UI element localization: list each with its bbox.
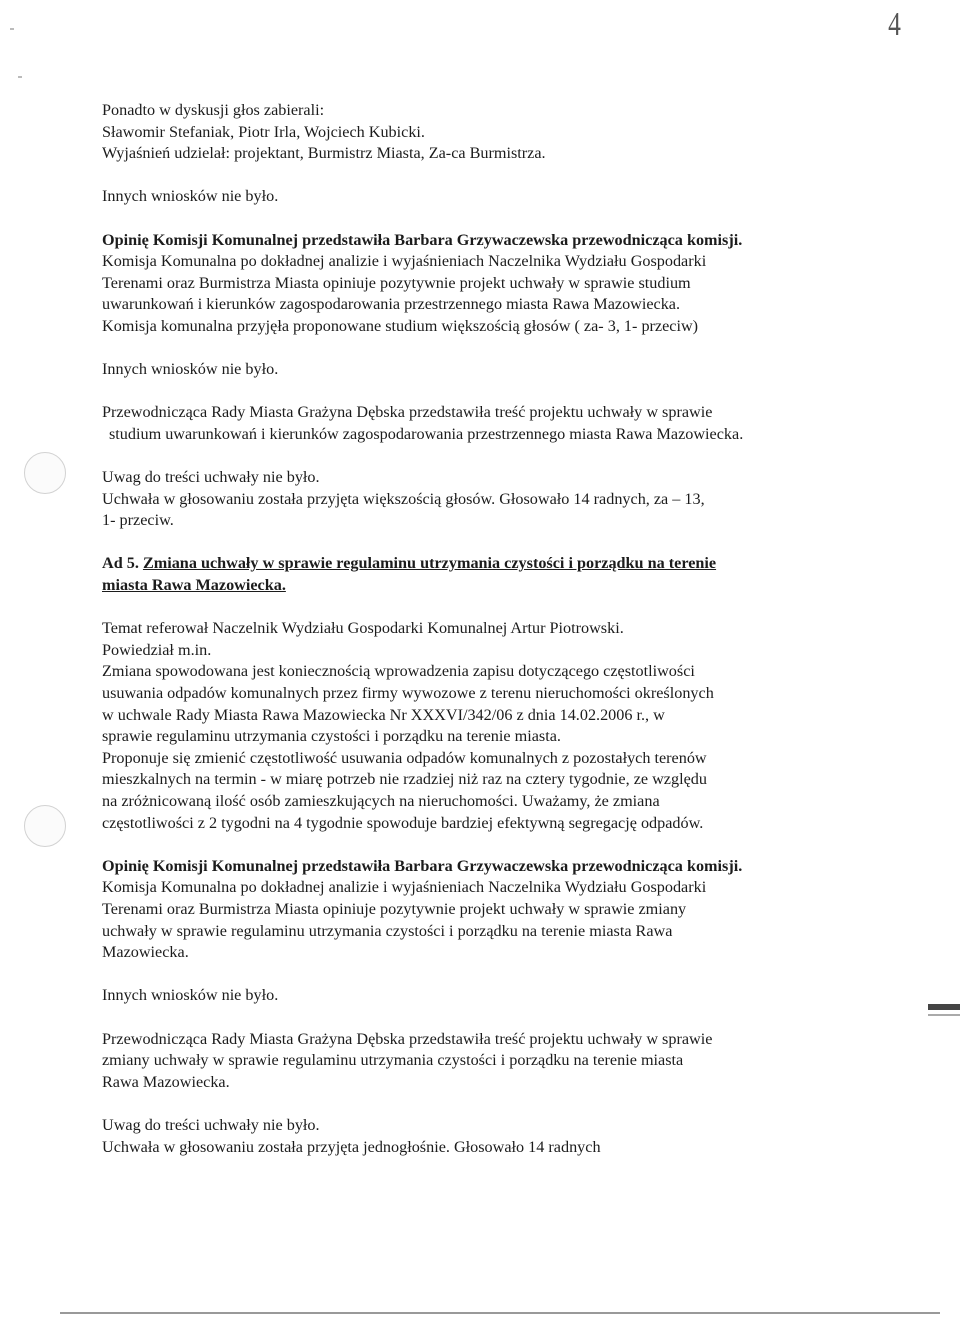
text-line: uchwały w sprawie regulaminu utrzymania czystości i porządku na terenie miasta Rawa — [102, 921, 673, 940]
text-line: Uchwała w głosowaniu została przyjęta jednogłośnie. Głosowało 14 radnych — [102, 1137, 601, 1156]
text-line: Komisja Komunalna po dokładnej analizie i wyjaśnieniach Naczelnika Wydziału Gospodarki — [102, 878, 707, 897]
text-line: mieszkalnych na termin - w miarę potrzeb nie rzadziej niż raz na cztery tygodnie, ze względu — [102, 770, 707, 789]
text-line: usuwania odpadów komunalnych przez firmy wywozowe z terenu nieruchomości określonych — [102, 684, 714, 703]
text-line: Przewodnicząca Rady Miasta Grażyna Dębska przedstawiła treść projektu uchwały w sprawie — [102, 1029, 713, 1048]
scan-edge-line — [60, 1312, 940, 1314]
text-line: Komisja Komunalna po dokładnej analizie i wyjaśnieniach Naczelnika Wydziału Gospodarki — [102, 252, 707, 271]
text-line: uwarunkowań i kierunków zagospodarowania przestrzennego miasta Rawa Mazowiecka. — [102, 295, 681, 314]
text-line: Ponadto w dyskusji głos zabierali: — [102, 101, 325, 119]
text-line: Terenami oraz Burmistrza Miasta opiniuje pozytywnie projekt uchwały w sprawie zmiany — [102, 899, 687, 918]
text-line: Rawa Mazowiecka. — [102, 1072, 230, 1091]
text-line: Uchwała w głosowaniu została przyjęta większością głosów. Głosowało 14 radnych, za – 13, — [102, 489, 705, 508]
text-line: Wyjaśnień udzielał: projektant, Burmistrz Miasta, Za-ca Burmistrza. — [102, 144, 546, 163]
punch-hole — [24, 452, 66, 494]
scan-edge-mark — [928, 1004, 960, 1010]
text-line: Mazowiecka. — [102, 943, 189, 962]
agenda-item-number: Ad 5. — [102, 554, 139, 573]
text-line: 1- przeciw. — [102, 511, 174, 530]
text-line: Uwag do treści uchwały nie było. — [102, 468, 320, 487]
text-line: Uwag do treści uchwały nie było. — [102, 1115, 320, 1134]
text-line: sprawie regulaminu utrzymania czystości i porządku na terenie miasta. — [102, 727, 561, 746]
text-line: Powiedział m.in. — [102, 640, 212, 659]
scan-speck — [10, 28, 14, 30]
text-line: częstotliwości z 2 tygodni na 4 tygodnie spowoduje bardziej efektywną segregację odpadów. — [102, 813, 704, 832]
agenda-item-heading — [102, 553, 862, 575]
page-number: 4 — [888, 6, 901, 43]
document-body — [102, 100, 862, 1158]
text-line: Temat referował Naczelnik Wydziału Gospodarki Komunalnej Artur Piotrowski. — [102, 619, 624, 638]
committee-opinion-heading: Opinię Komisji Komunalnej przedstawiła Barbara Grzywaczewska przewodnicząca komisji. — [102, 230, 743, 249]
agenda-item-title: Zmiana uchwały w sprawie regulaminu utrzymania czystości i porządku na terenie — [142, 554, 717, 573]
scan-edge-mark — [928, 1014, 960, 1016]
text-line: Komisja komunalna przyjęła proponowane studium większością głosów ( za- 3, 1- przeciw) — [102, 316, 699, 335]
agenda-item-title-cont: miasta Rawa Mazowiecka. — [102, 576, 286, 595]
text-line: w uchwale Rady Miasta Rawa Mazowiecka Nr XXXVI/342/06 z dnia 14.02.2006 r., w — [102, 705, 665, 724]
text-line: zmiany uchwały w sprawie regulaminu utrzymania czystości i porządku na terenie miasta — [102, 1051, 684, 1070]
text-line: na zróżnicowaną ilość osób zamieszkujących na nieruchomości. Uważamy, że zmiana — [102, 792, 660, 810]
agenda-item-heading-cont — [102, 575, 862, 597]
punch-hole — [24, 805, 66, 847]
committee-opinion-heading: Opinię Komisji Komunalnej przedstawiła Barbara Grzywaczewska przewodnicząca komisji. — [102, 856, 743, 875]
scan-speck — [18, 76, 22, 78]
text-line: Terenami oraz Burmistrza Miasta opiniuje pozytywnie projekt uchwały w sprawie studium — [102, 273, 691, 292]
text-line: Proponuje się zmienić częstotliwość usuwania odpadów komunalnych z pozostałych terenów — [102, 748, 707, 767]
text-line: Innych wniosków nie było. — [102, 986, 279, 1005]
text-line: Zmiana spowodowana jest koniecznością wprowadzenia zapisu dotyczącego częstotliwości — [102, 662, 695, 681]
text-line: Innych wniosków nie było. — [102, 187, 279, 206]
text-line: Przewodnicząca Rady Miasta Grażyna Dębska przedstawiła treść projektu uchwały w sprawie — [102, 403, 713, 422]
text-line: Innych wniosków nie było. — [102, 360, 279, 379]
text-line: studium uwarunkowań i kierunków zagospodarowania przestrzennego miasta Rawa Mazowiecka. — [109, 424, 744, 443]
text-line: Sławomir Stefaniak, Piotr Irla, Wojciech Kubicki. — [102, 122, 425, 141]
